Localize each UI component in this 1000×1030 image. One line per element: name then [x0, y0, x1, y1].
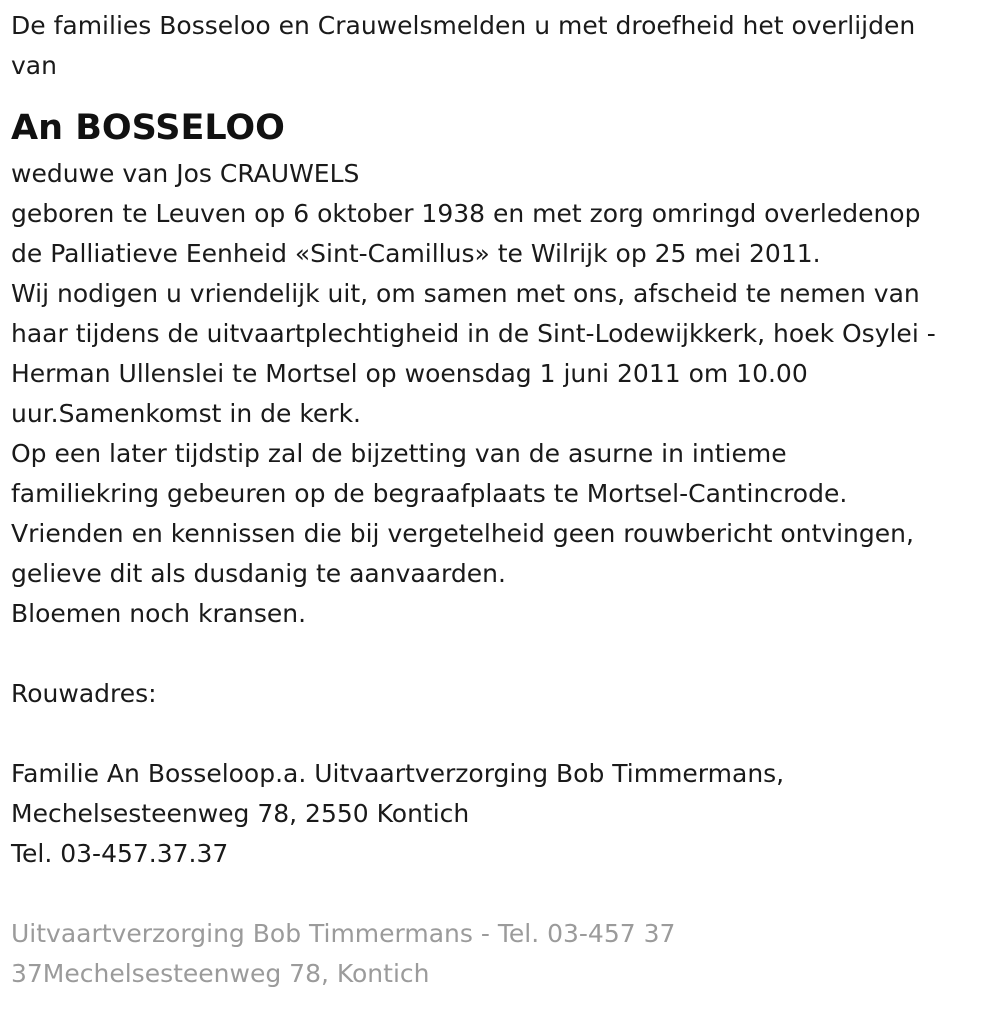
mourning-address [11, 754, 990, 874]
address-phone: Tel. 03-457.37.37 [11, 839, 229, 868]
body-line: uur.Samenkomst in de kerk. [11, 399, 361, 428]
deceased-name: An BOSSELOO [11, 108, 285, 148]
body-line: de Palliatieve Eenheid «Sint-Camillus» te Wilrijk op 25 mei 2011. [11, 239, 821, 268]
body-line: geboren te Leuven op 6 oktober 1938 en met zorg omringd overledenop [11, 199, 921, 228]
body-line: Vrienden en kennissen die bij vergetelheid geen rouwbericht ontvingen, [11, 519, 914, 548]
intro-line-1: De families Bosseloo en Crauwelsmelden u met droefheid het overlijden [11, 11, 916, 40]
body-line: Herman Ullenslei te Mortsel op woensdag 1 juni 2011 om 10.00 [11, 359, 808, 388]
funeral-home-footer [11, 914, 990, 994]
body-line: gelieve dit als dusdanig te aanvaarden. [11, 559, 506, 588]
spacer [11, 714, 990, 754]
mourning-address-label: Rouwadres: [11, 679, 157, 708]
body-line: Op een later tijdstip zal de bijzetting van de asurne in intieme [11, 439, 787, 468]
spacer [11, 874, 990, 914]
body-line: Wij nodigen u vriendelijk uit, om samen met ons, afscheid te nemen van [11, 279, 920, 308]
spacer [11, 634, 990, 674]
intro-line-2: van [11, 51, 57, 80]
footer-line: Uitvaartverzorging Bob Timmermans - Tel. 03-457 37 [11, 919, 676, 948]
body-line: familiekring gebeuren op de begraafplaats te Mortsel-Cantincrode. [11, 479, 848, 508]
widow-of-line: weduwe van Jos CRAUWELS [11, 159, 360, 188]
address-line: Familie An Bosseloop.a. Uitvaartverzorging Bob Timmermans, [11, 759, 785, 788]
footer-line: 37Mechelsesteenweg 78, Kontich [11, 959, 430, 988]
obituary-body [11, 194, 990, 634]
body-line: Bloemen noch kransen. [11, 599, 307, 628]
body-line: haar tijdens de uitvaartplechtigheid in de Sint-Lodewijkkerk, hoek Osylei - [11, 319, 936, 348]
address-line: Mechelsesteenweg 78, 2550 Kontich [11, 799, 470, 828]
